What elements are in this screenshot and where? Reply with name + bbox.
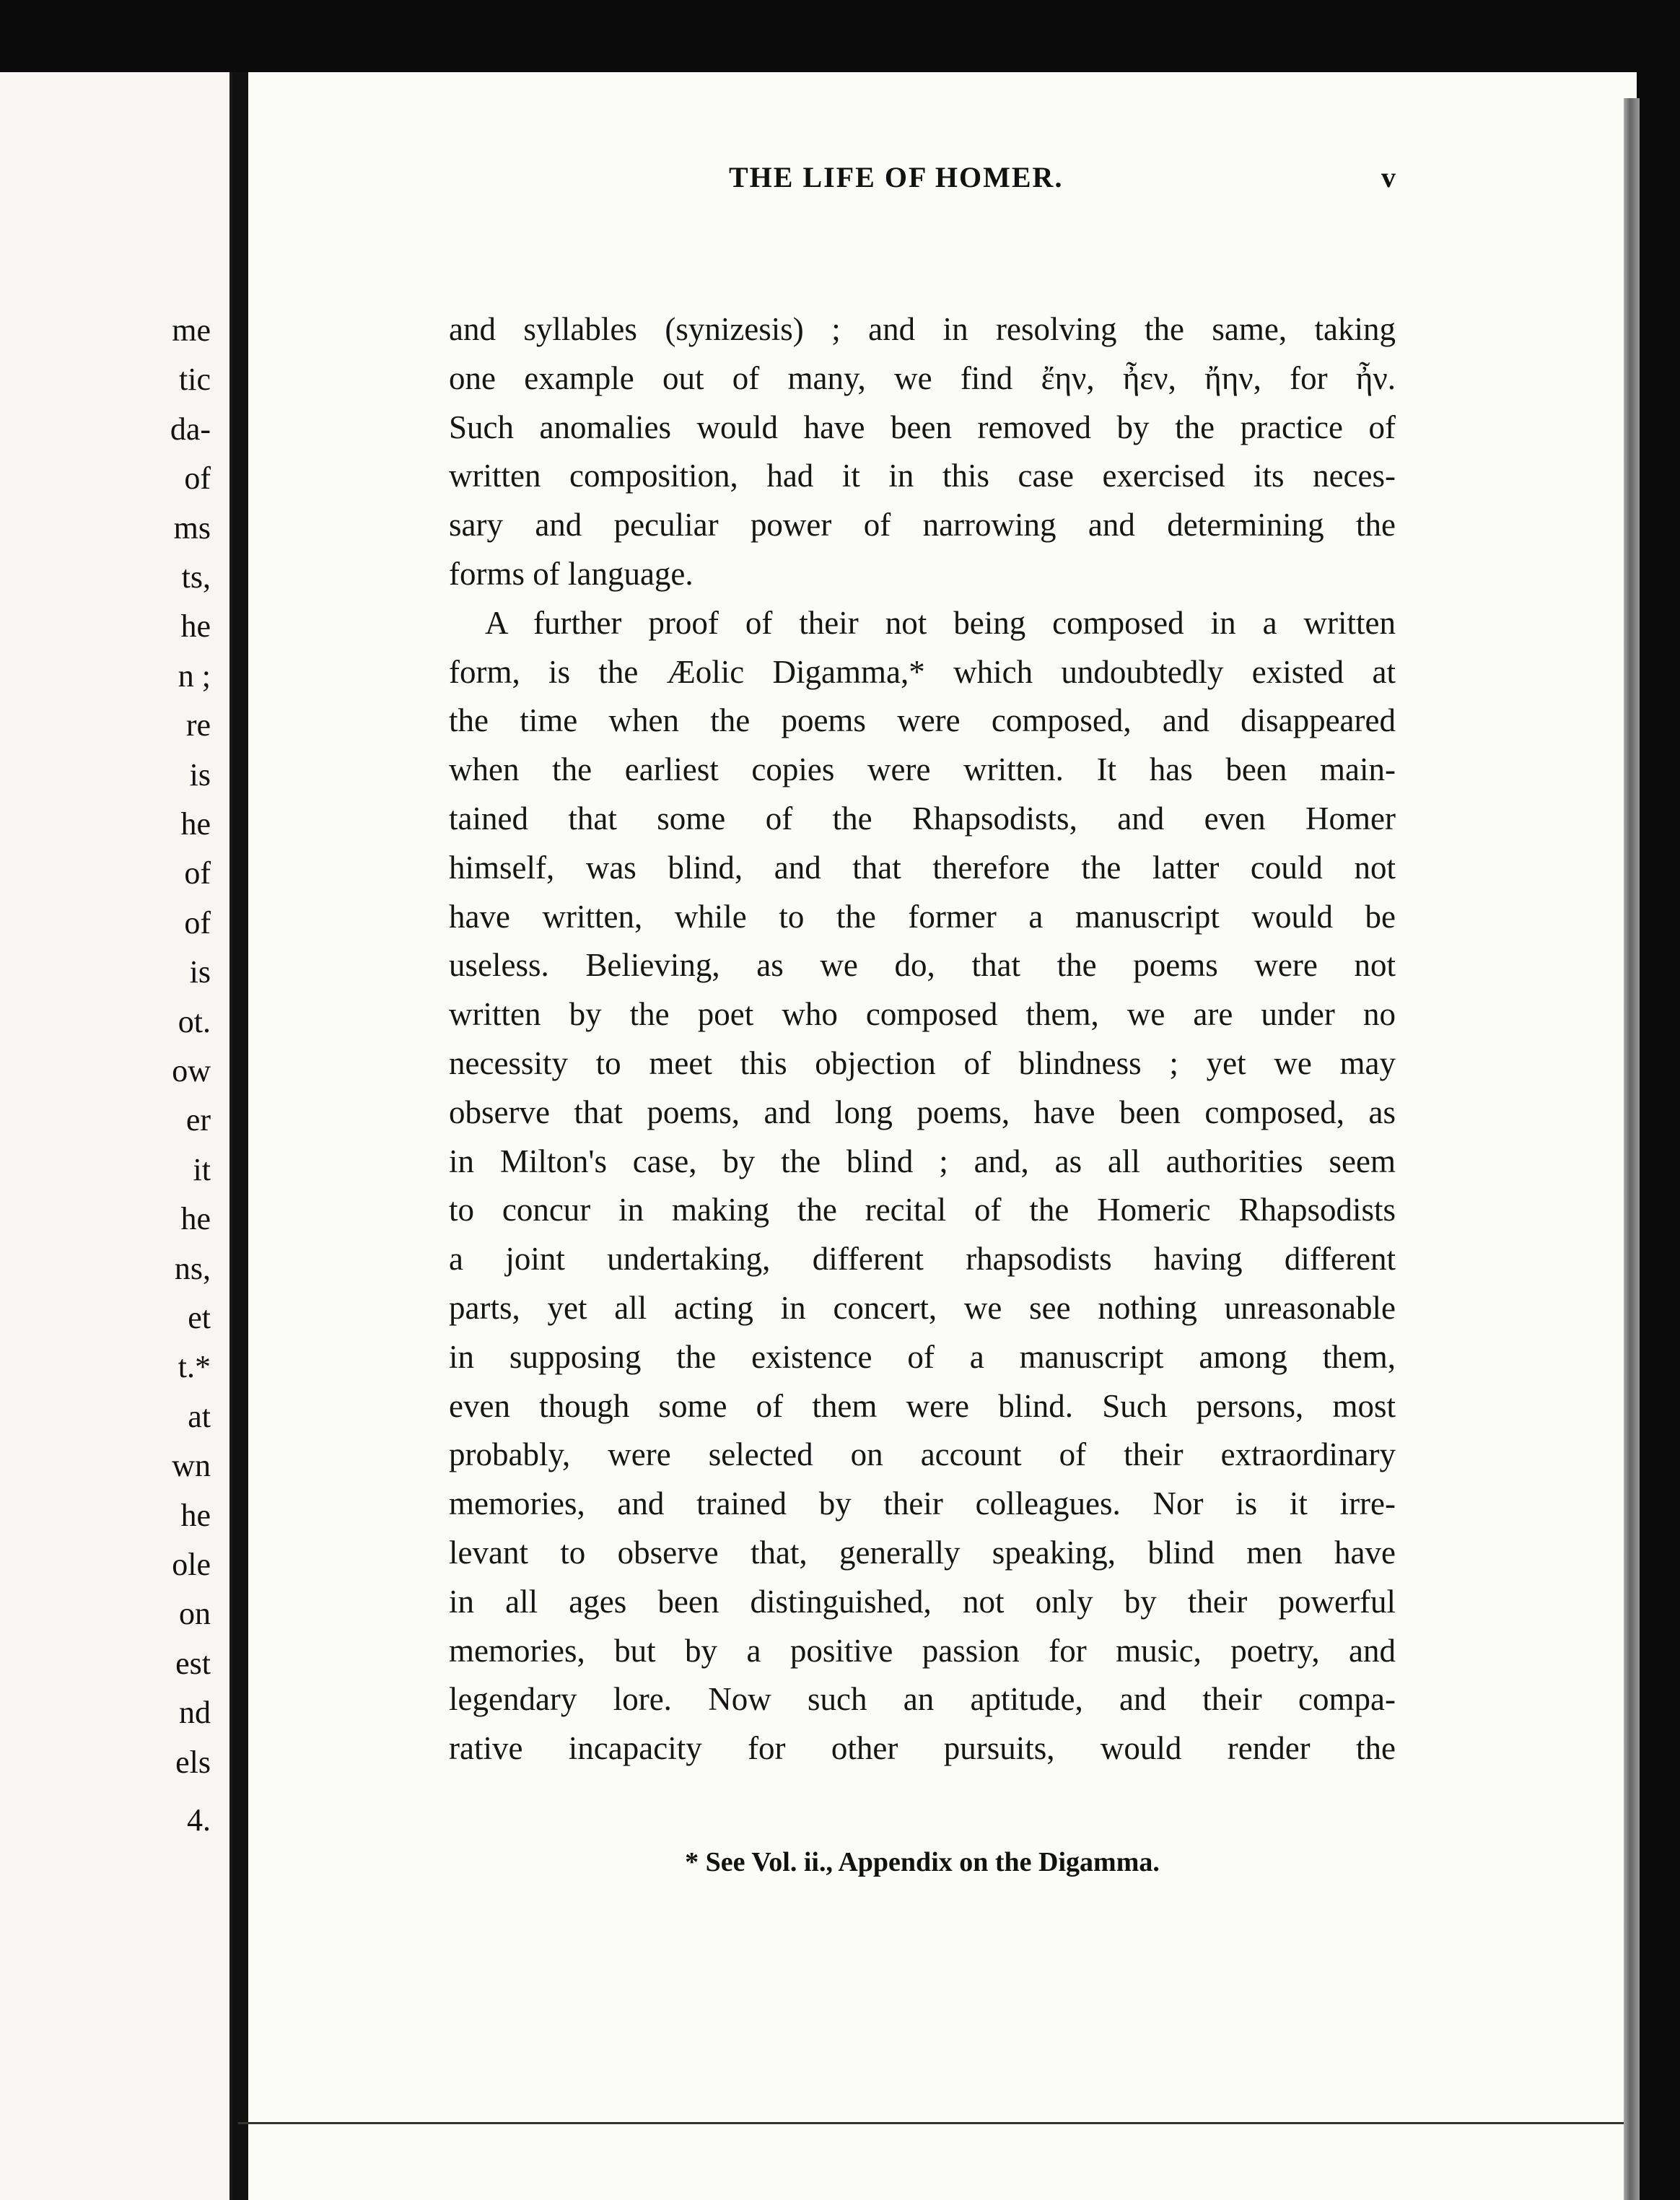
left-page-fragment: at — [188, 1398, 211, 1434]
left-page-fragment: t.* — [178, 1349, 211, 1385]
text-line: in Milton's case, by the blind ; and, as all authorities seem — [449, 1143, 1396, 1179]
left-page-fragment: of — [184, 904, 211, 940]
left-page-fragment: ns, — [174, 1250, 211, 1286]
left-page-fragment: da- — [170, 411, 211, 447]
page-bottom-border — [238, 2122, 1624, 2124]
left-page-fragment: n ; — [178, 658, 211, 694]
left-page-fragment: ms — [173, 510, 211, 546]
left-page-fragment: of — [184, 855, 211, 891]
text-line: to concur in making the recital of the Homeric Rhapsodists — [449, 1192, 1396, 1228]
left-page-fragment: on — [179, 1596, 211, 1632]
text-line: Such anomalies would have been removed by the practice of — [449, 409, 1396, 445]
left-page-fragment: he — [180, 806, 211, 842]
text-line: the time when the poems were composed, and disappeared — [449, 702, 1396, 739]
left-page-fragment: er — [185, 1102, 211, 1138]
text-line: written composition, had it in this case exercised its neces- — [449, 458, 1396, 494]
text-line: in all ages been distinguished, not only by their powerful — [449, 1583, 1396, 1620]
text-line: observe that poems, and long poems, have been composed, as — [449, 1094, 1396, 1130]
left-page-fragment: is — [189, 756, 211, 793]
running-head-title: THE LIFE OF HOMER. — [729, 161, 1064, 193]
left-page-fragment: wn — [172, 1448, 211, 1484]
text-line: A further proof of their not being composed in a written — [485, 604, 1396, 641]
text-line: parts, yet all acting in concert, we see nothing unreasonable — [449, 1290, 1396, 1326]
left-page-fragment: 4. — [187, 1802, 211, 1838]
text-line: legendary lore. Now such an aptitude, and their compa- — [449, 1681, 1396, 1718]
text-line: himself, was blind, and that therefore the latter could not — [449, 849, 1396, 886]
left-page-fragment: ts, — [181, 559, 211, 595]
left-page-fragment: of — [184, 460, 211, 497]
left-page-fragment: re — [185, 707, 211, 743]
left-page-fragment: ole — [172, 1547, 211, 1582]
text-line: written by the poet who composed them, we are under no — [449, 996, 1396, 1033]
left-page-fragment: est — [175, 1645, 211, 1681]
left-page-fragment: et — [188, 1300, 211, 1335]
text-line: tained that some of the Rhapsodists, and even Homer — [449, 800, 1396, 837]
left-page-fragment: nd — [179, 1695, 211, 1731]
left-page-fragment: me — [172, 313, 211, 348]
text-line: form, is the Æolic Digamma,* which undoubtedly existed at — [449, 653, 1396, 690]
text-line: rative incapacity for other pursuits, would render the — [449, 1730, 1396, 1767]
book-gutter — [232, 72, 248, 2200]
text-line: even though some of them were blind. Such persons, most — [449, 1387, 1396, 1424]
text-line: in supposing the existence of a manuscript among them, — [449, 1338, 1396, 1375]
page-number: v — [1381, 161, 1397, 193]
text-line: necessity to meet this objection of blindness ; yet we may — [449, 1045, 1396, 1081]
text-line: have written, while to the former a manuscript would be — [449, 898, 1396, 935]
text-line: memories, but by a positive passion for music, poetry, and — [449, 1632, 1396, 1669]
left-page-fragment: ot. — [178, 1003, 211, 1039]
text-line: memories, and trained by their colleagues. Nor is it irre- — [449, 1485, 1396, 1522]
text-line: levant to observe that, generally speaking, blind men have — [449, 1535, 1396, 1571]
left-page-fragment: els — [175, 1744, 211, 1780]
left-page-fragment: he — [180, 608, 211, 645]
left-page-fragment: it — [193, 1151, 211, 1187]
left-page-fragment: ow — [172, 1053, 211, 1088]
left-page-fragment: is — [189, 954, 211, 990]
text-line: sary and peculiar power of narrowing and determining the — [449, 507, 1396, 544]
running-head — [419, 160, 1397, 194]
text-line: forms of language. — [449, 556, 694, 592]
left-page-fragment: tic — [179, 362, 211, 398]
text-line: probably, were selected on account of their extraordinary — [449, 1436, 1396, 1473]
text-line: when the earliest copies were written. It has been main- — [449, 751, 1396, 788]
left-page-fragment: he — [180, 1201, 211, 1237]
text-line: one example out of many, we find ἔην, ἦεν, ἤην, for ἦν. — [449, 359, 1396, 396]
text-line: a joint undertaking, different rhapsodists having different — [449, 1241, 1396, 1278]
left-page-fragment: he — [180, 1497, 211, 1533]
page-edge — [1624, 98, 1640, 2200]
text-line: and syllables (synizesis) ; and in resolving the same, taking — [449, 311, 1396, 347]
text-line: useless. Believing, as we do, that the poems were not — [449, 947, 1396, 984]
footnote: * See Vol. ii., Appendix on the Digamma. — [685, 1847, 1160, 1877]
